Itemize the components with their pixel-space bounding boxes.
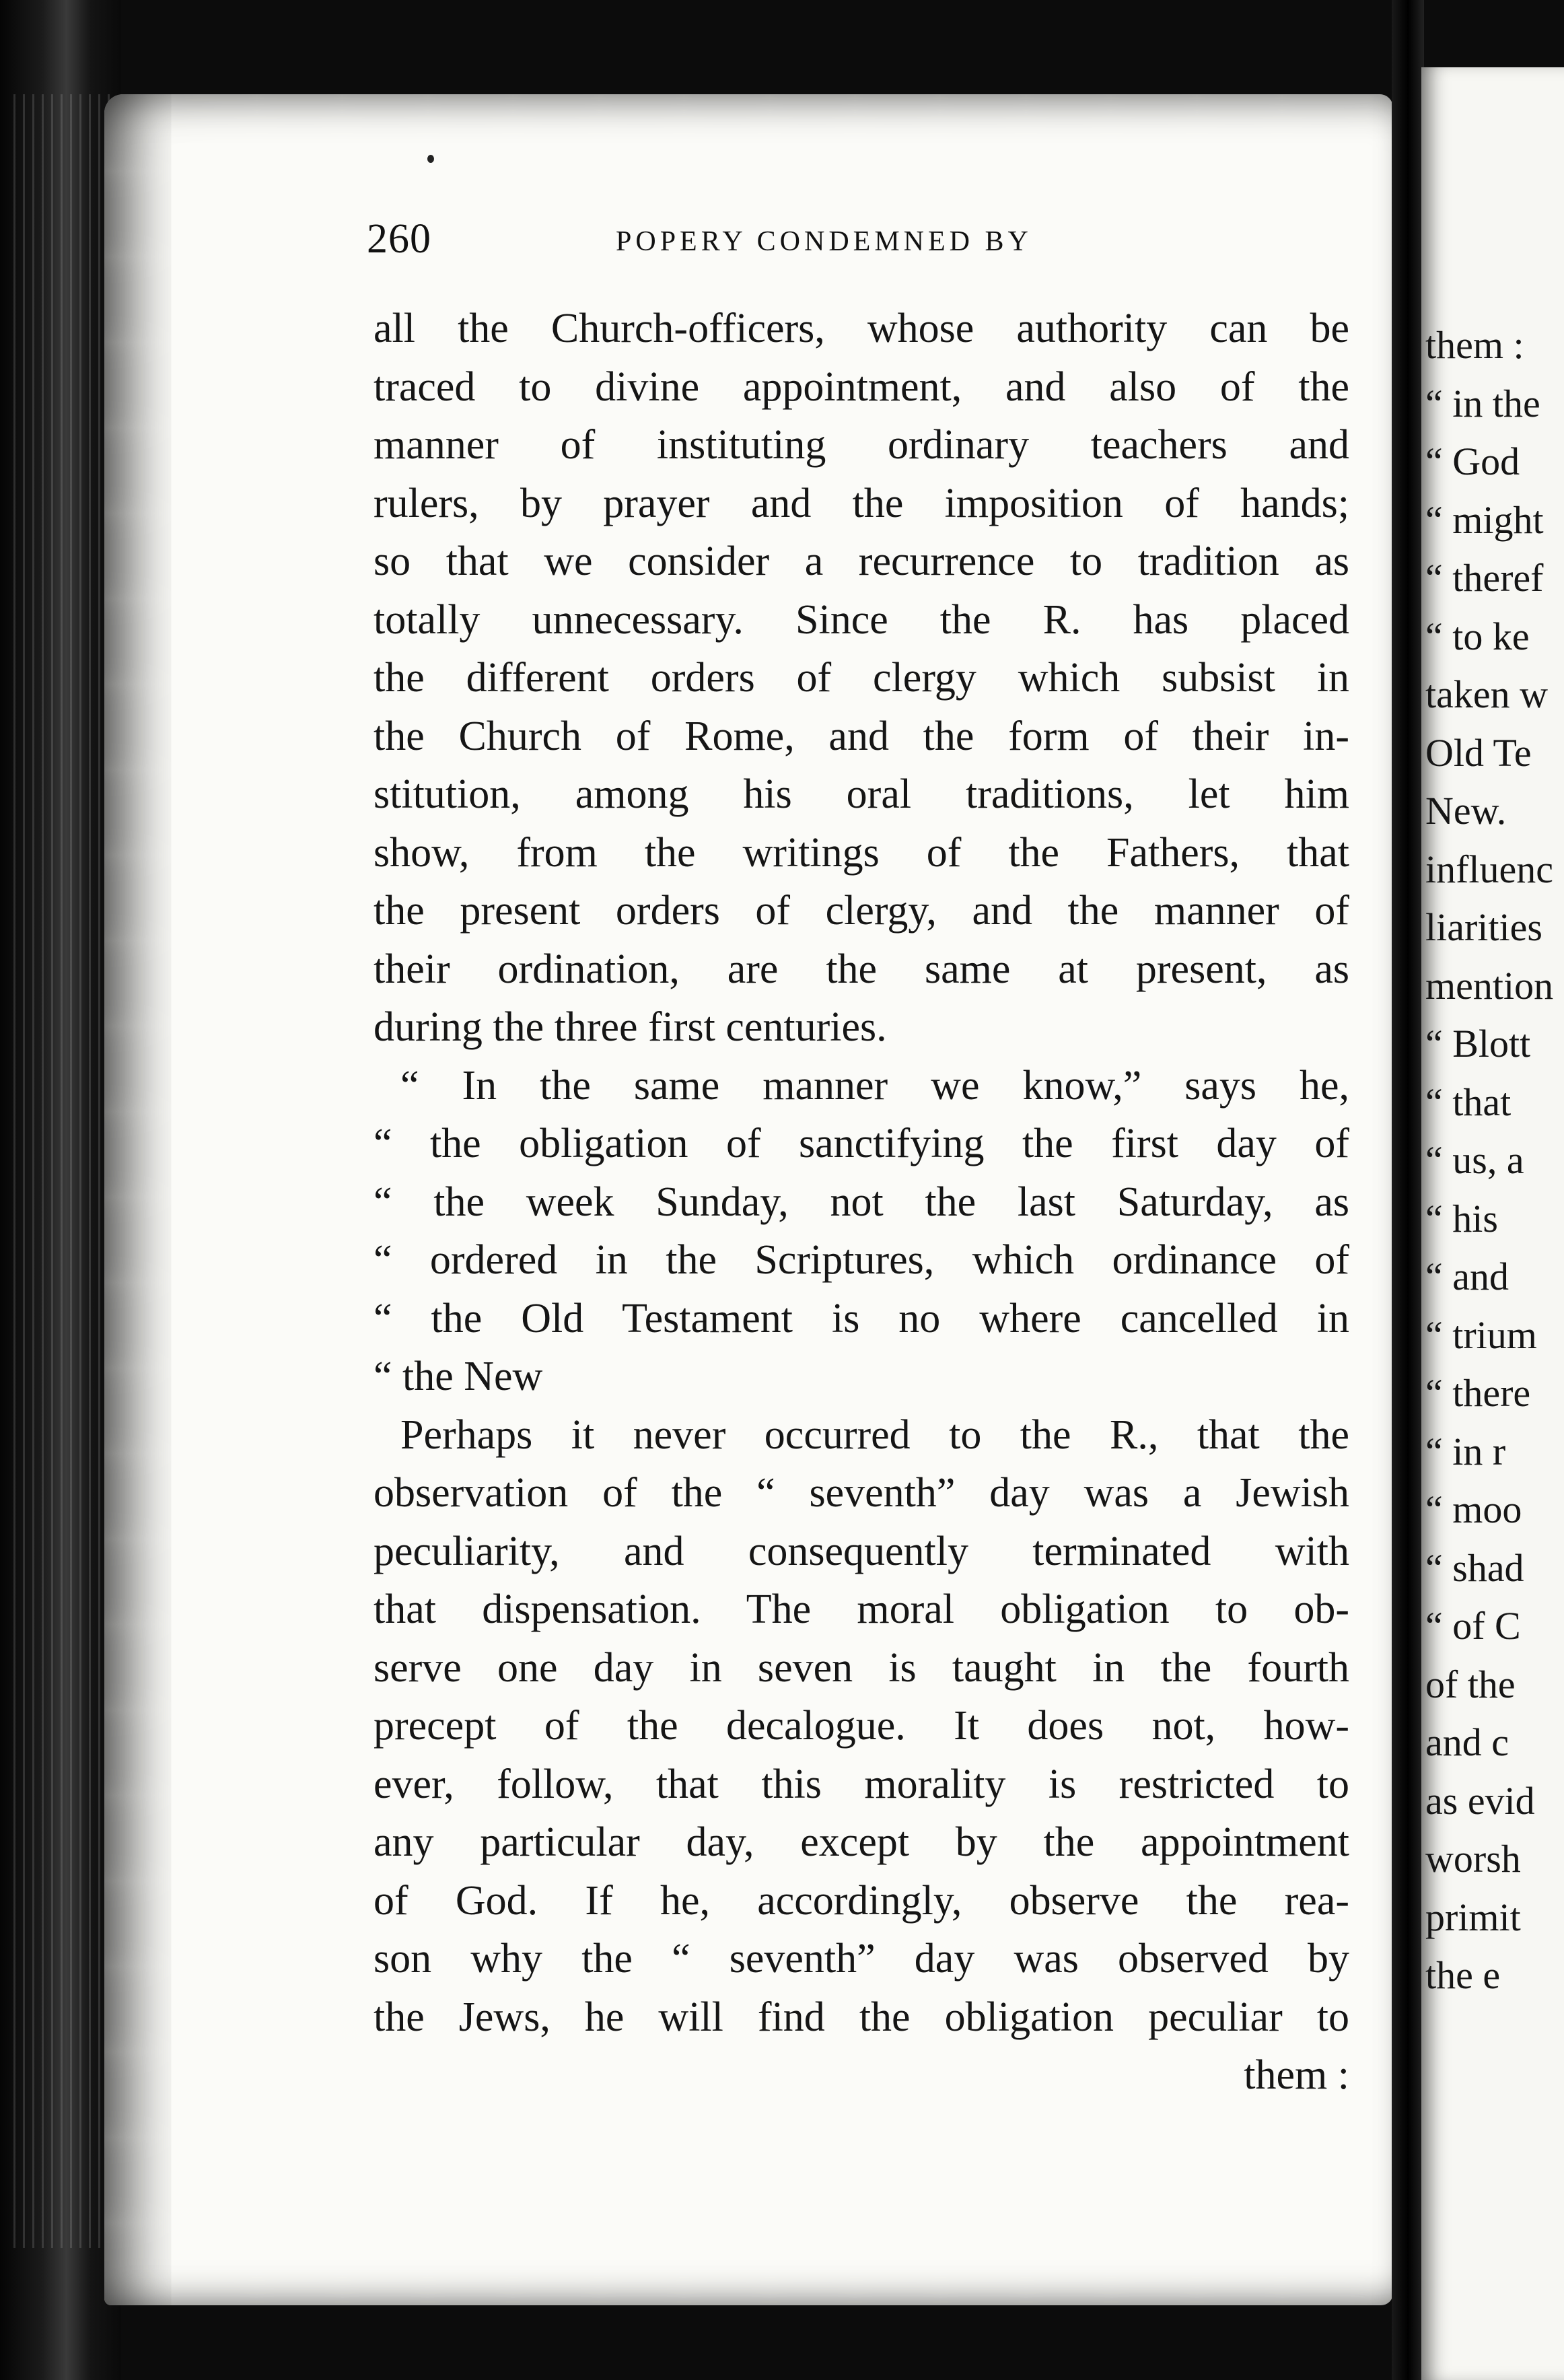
facing-text-line: “ to ke	[1425, 614, 1530, 658]
text-line: that dispensation. The moral obligation to ob-	[374, 1586, 1349, 1632]
ink-mark	[427, 155, 434, 163]
text-line: ever, follow, that this morality is restricted to	[374, 1761, 1349, 1807]
text-line: precept of the decalogue. It does not, how-	[374, 1703, 1349, 1749]
text-line: the different orders of clergy which subsist in	[374, 655, 1349, 701]
book-gutter	[1392, 0, 1424, 2380]
facing-text-line: of the	[1425, 1662, 1516, 1706]
facing-text-line: New.	[1425, 789, 1507, 833]
text-line: manner of instituting ordinary teachers and	[374, 422, 1349, 468]
text-line: show, from the writings of the Fathers, that	[374, 829, 1349, 876]
facing-text-line: “ shad	[1425, 1545, 1524, 1590]
facing-text-line: liarities	[1425, 905, 1542, 949]
text-line: son why the “ seventh” day was observed by	[374, 1936, 1349, 1982]
facing-text-line: the e	[1425, 1953, 1501, 1997]
facing-text-line: as evid	[1425, 1778, 1535, 1823]
facing-text-line: and c	[1425, 1720, 1509, 1764]
facing-text-line: worsh	[1425, 1837, 1521, 1881]
facing-text-line: “ that	[1425, 1080, 1512, 1124]
text-line: serve one day in seven is taught in the fourth	[374, 1644, 1349, 1691]
text-line: the Jews, he will find the obligation peculiar to	[374, 1994, 1349, 2040]
text-line: “ In the same manner we know,” says he,	[400, 1062, 1349, 1109]
text-line: traced to divine appointment, and also of the	[374, 363, 1349, 410]
facing-page-text	[1420, 316, 1564, 2005]
text-line: Perhaps it never occurred to the R., that the	[400, 1411, 1349, 1458]
facing-text-line: Old Te	[1425, 730, 1532, 775]
facing-text-line: them :	[1425, 323, 1524, 367]
facing-text-line: “ his	[1425, 1196, 1498, 1240]
facing-text-line: “ and	[1425, 1255, 1509, 1298]
facing-text-line: mention	[1425, 963, 1554, 1008]
text-line: of God. If he, accordingly, observe the rea-	[374, 1877, 1349, 1924]
facing-text-line: influenc	[1425, 847, 1554, 891]
page-number: 260	[367, 216, 431, 262]
text-line: them :	[1244, 2052, 1349, 2098]
running-title: POPERY CONDEMNED BY	[616, 226, 1032, 257]
facing-text-line: “ of C	[1425, 1604, 1521, 1648]
facing-text-line: “ us, a	[1425, 1138, 1524, 1182]
facing-text-line: taken w	[1425, 672, 1548, 716]
facing-text-line: “ theref	[1425, 556, 1544, 600]
text-line: totally unnecessary. Since the R. has placed	[374, 596, 1349, 643]
text-line: the Church of Rome, and the form of their in-	[374, 713, 1349, 759]
text-line: rulers, by prayer and the imposition of hands;	[374, 480, 1349, 526]
text-line: peculiarity, and consequently terminated with	[374, 1528, 1349, 1574]
facing-text-line: “ there	[1425, 1371, 1531, 1415]
text-line: so that we consider a recurrence to tradition as	[374, 538, 1349, 584]
main-text-block	[374, 300, 1349, 2105]
text-line: their ordination, are the same at present, as	[374, 946, 1349, 992]
text-line: “ the obligation of sanctifying the first day of	[374, 1121, 1349, 1166]
facing-text-line: “ in r	[1425, 1429, 1506, 1473]
text-line: “ ordered in the Scriptures, which ordinance of	[374, 1237, 1349, 1283]
page-edges	[13, 94, 114, 2248]
text-line: any particular day, except by the appointment	[374, 1819, 1349, 1865]
text-line: observation of the “ seventh” day was a Jewish	[374, 1470, 1349, 1516]
text-line: stitution, among his oral traditions, let him	[374, 771, 1349, 817]
facing-text-line: “ trium	[1425, 1312, 1537, 1357]
facing-text-line: “ God	[1425, 440, 1520, 483]
facing-text-line: “ moo	[1425, 1488, 1522, 1531]
text-line: “ the Old Testament is no where cancelled in	[374, 1295, 1349, 1341]
text-line: during the three first centuries.	[374, 1004, 887, 1050]
text-line: “ the week Sunday, not the last Saturday, as	[374, 1179, 1349, 1225]
facing-text-line: “ might	[1425, 497, 1544, 542]
text-line: all the Church-officers, whose authority can be	[374, 306, 1349, 351]
text-line: the present orders of clergy, and the manner of	[374, 888, 1349, 934]
facing-text-line: “ Blott	[1425, 1022, 1531, 1065]
text-line: “ the New	[374, 1354, 543, 1399]
facing-text-line: “ in the	[1425, 381, 1540, 425]
book-binding	[0, 0, 121, 2380]
facing-text-line: primit	[1425, 1895, 1521, 1939]
